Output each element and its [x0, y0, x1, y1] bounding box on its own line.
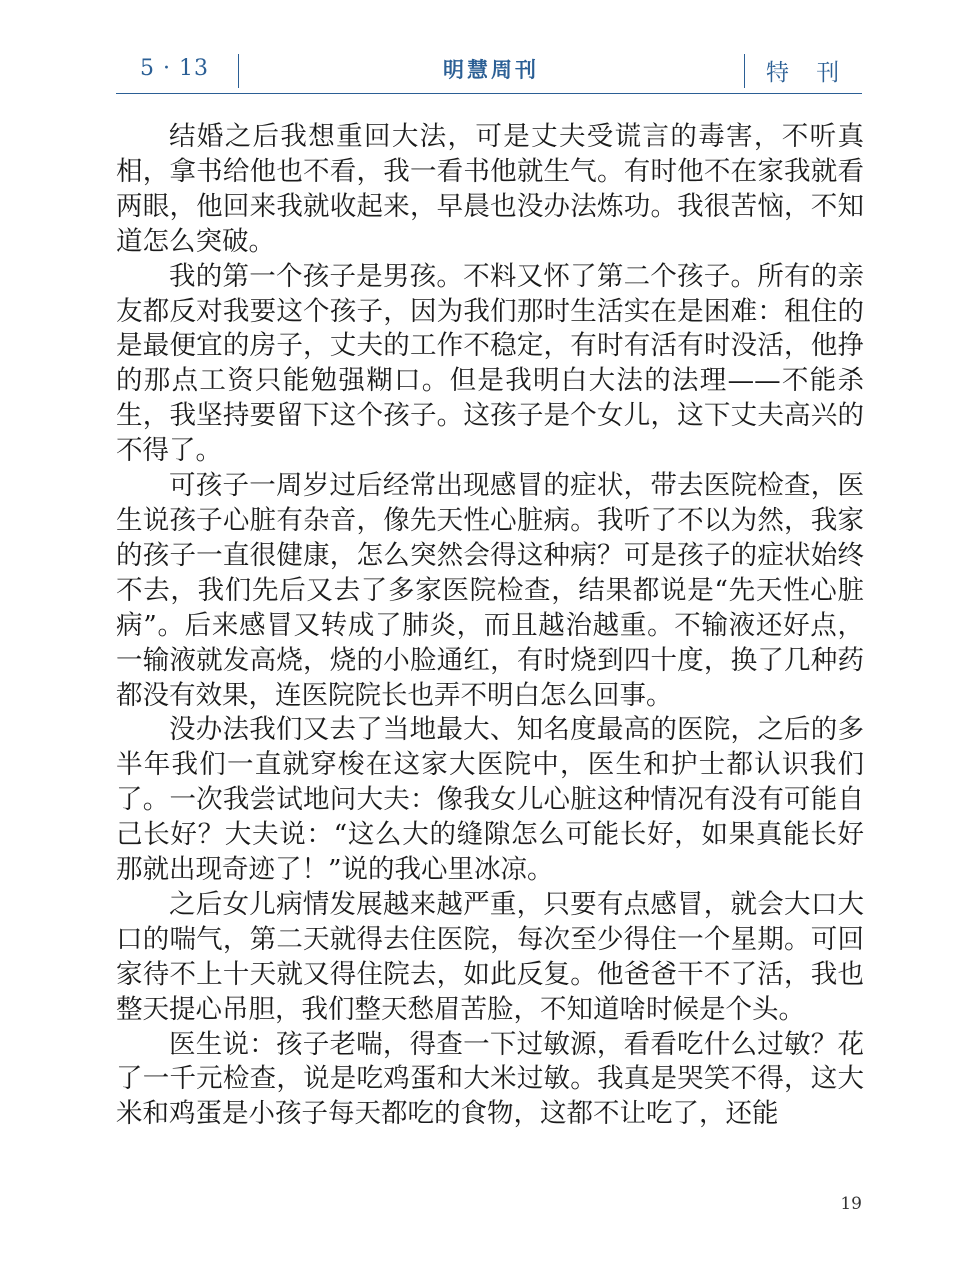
issue-number: 5 · 13	[140, 56, 209, 81]
publication-title: 明慧周刊	[443, 58, 539, 82]
paragraph: 结婚之后我想重回大法，可是丈夫受谎言的毒害，不听真相，拿书给他也不看，我一看书他就生气。有时他不在家我就看两眼，他回来我就收起来，早晨也没办法炼功。我很苦恼，不知道怎么突破。	[116, 121, 864, 257]
paragraph: 可孩子一周岁过后经常出现感冒的症状，带去医院检查，医生说孩子心脏有杂音，像先天性心脏病。我听了不以为然，我家的孩子一直很健康，怎么突然会得这种病？可是孩子的症状始终不去，我们先后又去了多家医院检查，结果都说是“先天性心脏病”。后来感冒又转成了肺炎，而且越治越重。不输液还好点，一输液就发高烧，烧的小脸通红，有时烧到四十度，换了几种药都没有效果，连医院院长也弄不明白怎么回事。	[116, 470, 864, 711]
paragraph: 我的第一个孩子是男孩。不料又怀了第二个孩子。所有的亲友都反对我要这个孩子，因为我们那时生活实在是困难：租住的是最便宜的房子，丈夫的工作不稳定，有时有活有时没活，他挣的那点工资只能勉强糊口。但是我明白大法的法理——不能杀生，我坚持要留下这个孩子。这孩子是个女儿，这下丈夫高兴的不得了。	[116, 260, 864, 467]
paragraph: 没办法我们又去了当地最大、知名度最高的医院，之后的多半年我们一直就穿梭在这家大医院中，医生和护士都认识我们了。一次我尝试地问大夫：像我女儿心脏这种情况有没有可能自己长好？大夫说：“这么大的缝隙怎么可能长好，如果真能长好那就出现奇迹了！”说的我心里冰凉。	[116, 714, 864, 886]
page-number: 19	[840, 1194, 862, 1214]
running-header	[116, 50, 862, 94]
header-divider-right	[744, 54, 745, 88]
article-body	[116, 120, 864, 1132]
section-label: 特 刊	[766, 60, 850, 86]
paragraph: 之后女儿病情发展越来越严重，只要有点感冒，就会大口大口的喘气，第二天就得去住医院，每次至少得住一个星期。可回家待不上十天就又得住院去，如此反复。他爸爸干不了活，我也整天提心吊胆，我们整天愁眉苦脸，不知道啥时候是个头。	[116, 888, 864, 1025]
paragraph: 医生说：孩子老喘，得查一下过敏源，看看吃什么过敏？花了一千元检查，说是吃鸡蛋和大米过敏。我真是哭笑不得，这大米和鸡蛋是小孩子每天都吃的食物，这都不让吃了，还能	[116, 1028, 864, 1130]
header-rule	[116, 93, 862, 94]
